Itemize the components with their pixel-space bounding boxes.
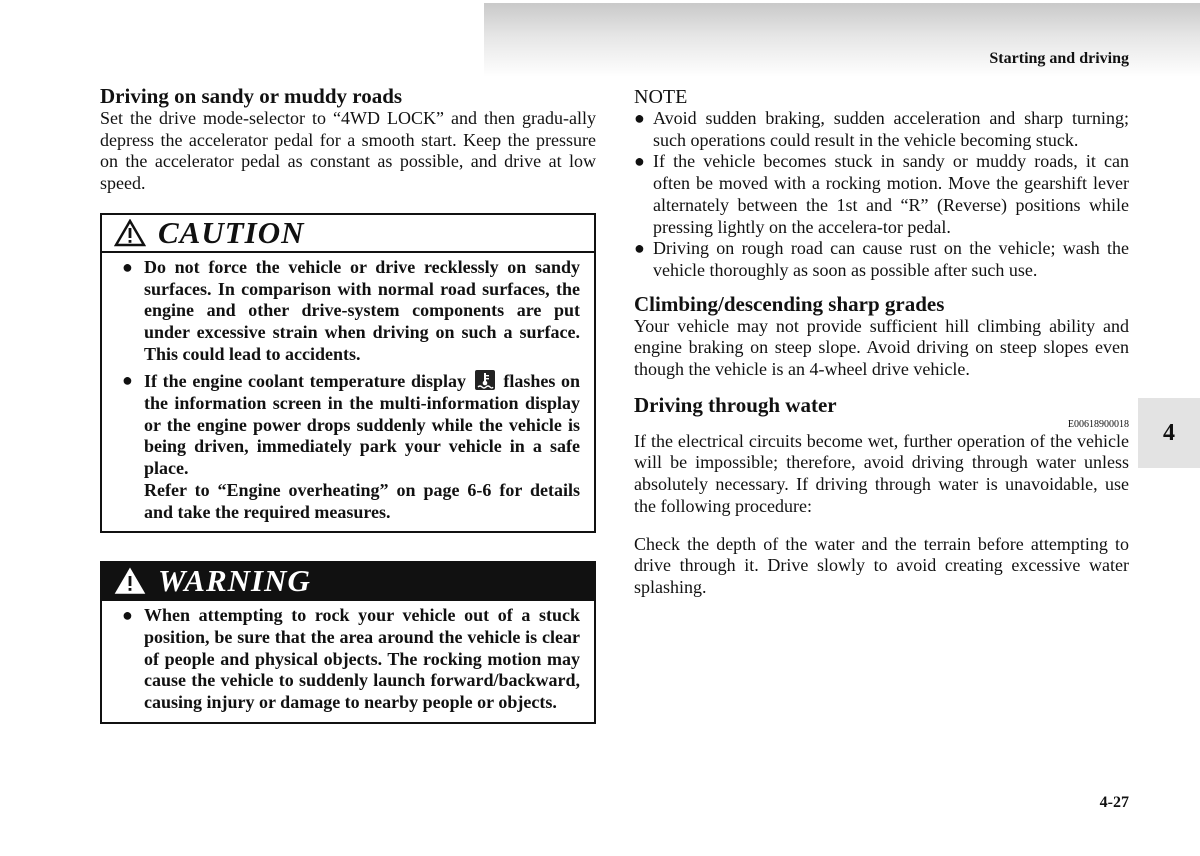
caution-reference: Refer to “Engine overheating” on page 6-6 for details and take the required measures. (144, 479, 580, 522)
bullet-icon: ● (634, 238, 645, 259)
chapter-tab: 4 (1138, 398, 1200, 468)
caution-item (122, 370, 580, 523)
warning-item-text: When attempting to rock your vehicle out of a stuck position, be sure that the area around the vehicle is clear of people and physical objects. The rocking motion may cause the vehicle to suddenly launch forward/backward, causing injury or damage to nearby people or objects. (144, 605, 580, 713)
coolant-temperature-icon (475, 370, 495, 390)
note-item (634, 238, 1129, 281)
caution-header (102, 215, 594, 253)
water-heading: Driving through water (634, 392, 837, 417)
caution-item-text: Do not force the vehicle or drive recklessly on sandy surfaces. In comparison with normal road surfaces, the engine and other drive-system components are put under excessive strain when driving on such a surface. This could lead to accidents. (144, 256, 580, 364)
note-label: NOTE (634, 86, 688, 108)
warning-title: WARNING (158, 563, 311, 599)
water-procedure-text: Check the depth of the water and the terrain before attempting to drive through it. Drive slowly to avoid creating excessive water splashing. (634, 533, 1129, 597)
section-title: Starting and driving (989, 50, 1129, 67)
water-text: If the electrical circuits become wet, further operation of the vehicle will be impossible; therefore, avoid driving through water unless absolutely necessary. If driving through water is unavoidable, use the following procedure: (634, 430, 1129, 516)
grades-text: Your vehicle may not provide sufficient hill climbing ability and engine braking on steep slope. Avoid driving on steep slopes even though the vehicle is an 4-wheel drive vehicle. (634, 315, 1129, 380)
warning-body (102, 601, 594, 722)
bullet-icon: ● (634, 108, 645, 128)
page-number: 4-27 (1099, 794, 1129, 811)
caution-box (100, 213, 596, 533)
sandy-roads-heading: Driving on sandy or muddy roads (100, 84, 403, 108)
note-item-text: Avoid sudden braking, sudden acceleration and sharp turning; such operations could result in the vehicle becoming stuck. (653, 108, 1129, 150)
bullet-icon: ● (122, 370, 133, 391)
note-item (634, 108, 1129, 151)
bullet-icon: ● (122, 605, 133, 626)
bullet-icon: ● (634, 151, 645, 172)
right-column (634, 86, 1129, 599)
grades-heading: Climbing/descending sharp grades (634, 291, 945, 316)
warning-item (122, 605, 580, 714)
left-column (100, 84, 596, 724)
caution-body (102, 253, 594, 531)
bullet-icon: ● (122, 256, 133, 277)
caution-item (122, 257, 580, 366)
caution-item-text-b: flashes on the information screen in the multi-information display or the engine power drops suddenly while the vehicle is being driven, immediately park your vehicle in a safe place. (144, 371, 581, 479)
sandy-roads-text: Set the drive mode-selector to “4WD LOCK” and then gradu-ally depress the accelerator pedal for a smooth start. Keep the pressure on the accelerator pedal as constant as possible, and drive at low speed. (100, 108, 596, 194)
warning-triangle-icon (114, 219, 146, 247)
note-item (634, 151, 1129, 238)
document-code: E00618900018 (1067, 418, 1129, 430)
note-item-text: Driving on rough road can cause rust on the vehicle; wash the vehicle thoroughly as soon as possible after such use. (653, 238, 1129, 280)
warning-box (100, 561, 596, 724)
caution-item-text (144, 370, 580, 523)
warning-triangle-icon (114, 567, 146, 595)
warning-header (102, 563, 594, 601)
note-item-text: If the vehicle becomes stuck in sandy or muddy roads, it can often be moved with a rocking motion. Move the gearshift lever alternately between the 1st and “R” (Reverse) positions while pressing lightly on the accelera-tor pedal. (653, 151, 1129, 237)
caution-title: CAUTION (158, 214, 305, 250)
caution-item-text-a: If the engine coolant temperature display (144, 371, 466, 392)
